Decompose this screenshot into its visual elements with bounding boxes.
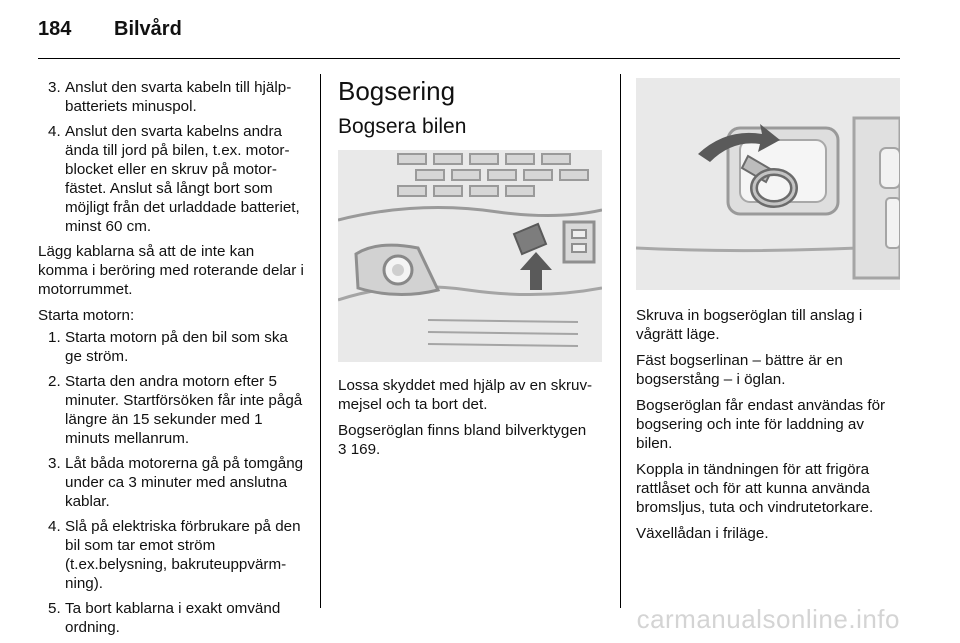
page-number: 184 xyxy=(38,18,72,40)
paragraph: Fäst bogserlinan – bättre är en bogserstång – i öglan. xyxy=(636,352,843,388)
column-divider xyxy=(620,74,621,608)
chapter-title: Bilvård xyxy=(114,18,182,40)
tow-eye-location-text: Bogseröglan finns bland bilverktygen 3 169. xyxy=(338,422,587,458)
list-item: 4. Slå på elektriska förbrukare på den bil som tar emot ström (t.ex.belysning, bakruteuppvärmning). xyxy=(48,518,301,592)
paragraph: Koppla in tändningen för att frigöra rattlåset och för att kunna använda bromsljus, tuta och vindrutetorkare. xyxy=(636,461,874,516)
paragraph: Bogseröglan får endast användas för bogsering och inte för laddning av bilen. xyxy=(636,397,886,452)
subsection-heading: Bogsera bilen xyxy=(338,115,467,138)
column-towing xyxy=(338,76,604,466)
column-tow-eye xyxy=(636,78,902,550)
page-ref: 169. xyxy=(350,441,381,458)
section-heading: Bogsering xyxy=(338,76,456,106)
page-ref-icon: 3 xyxy=(338,441,347,458)
remove-cover-text: Lossa skyddet med hjälp av en skruvmejsel och ta bort det. xyxy=(338,377,593,413)
list-item: 4. Anslut den svarta kabelns andra ända till jord på bilen, t.ex. motorblocket eller en skruv på motorfästet. Anslut så långt bort som möjligt från det urladdade batteriet, minst 60 cm. xyxy=(48,123,300,235)
tow-eye-illustration xyxy=(636,78,900,290)
start-engine-steps xyxy=(38,328,306,637)
paragraph: Växellådan i friläge. xyxy=(636,525,769,542)
jump-start-steps xyxy=(38,78,306,236)
column-divider xyxy=(320,74,321,608)
list-item: 5. Ta bort kablarna i exakt omvänd ordning. xyxy=(48,600,281,636)
column-jump-start xyxy=(38,78,306,643)
header-divider xyxy=(38,58,900,59)
paragraph: Skruva in bogseröglan till anslag i vågrätt läge. xyxy=(636,307,863,343)
cable-routing-text: Lägg kablarna så att de inte kan komma i beröring med roterande delar i motorrummet. xyxy=(38,243,304,298)
list-item: 3. Låt båda motorerna gå på tomgång under ca 3 minuter med anslutna kablar. xyxy=(48,455,304,510)
list-item: 3. Anslut den svarta kabeln till hjälpbatteriets minuspol. xyxy=(48,79,292,115)
list-item: 2. Starta den andra motorn efter 5 minuter. Startförsöken får inte pågå längre än 15 sekunder med 1 minuts mellanrum. xyxy=(48,373,303,447)
start-engine-label: Starta motorn: xyxy=(38,307,135,324)
list-item: 1. Starta motorn på den bil som ska ge ström. xyxy=(48,329,288,365)
page-header xyxy=(38,18,900,48)
front-bumper-illustration xyxy=(338,150,602,362)
watermark: carmanualsonline.info xyxy=(636,604,900,634)
